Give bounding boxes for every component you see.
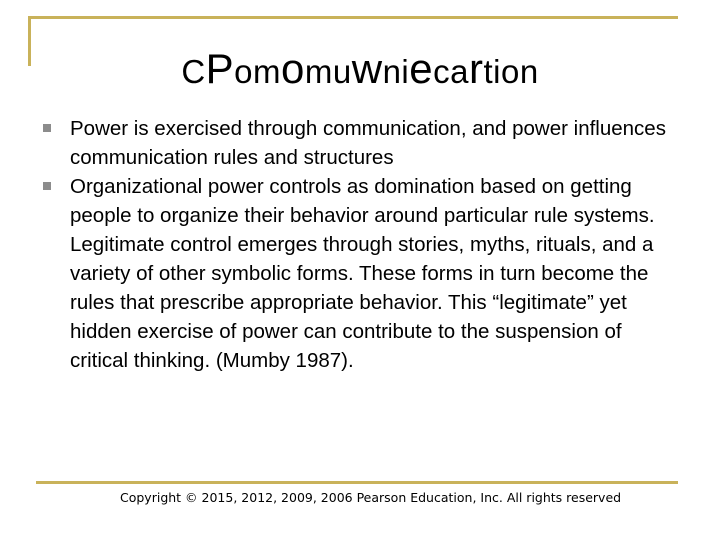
bullet-text: Organizational power controls as domination based on getting people to organize their behavior around particular rule systems. Legitimate control emerges through stories, myths, rituals, and a variety of other symbolic forms. These forms in turn become the rules that prescribe appropriate behavior. This “legitimate” yet hidden exercise of power can contribute to the suspension of critical thinking. (Mumby 1987).	[70, 175, 655, 372]
copyright-footer: Copyright © 2015, 2012, 2009, 2006 Pearson Education, Inc. All rights reserved	[120, 490, 622, 505]
title-part: ca	[433, 53, 469, 90]
slide-title	[0, 44, 720, 97]
title-part: o	[281, 45, 305, 92]
title-part: e	[409, 45, 434, 92]
bullet-list	[43, 114, 683, 375]
square-bullet-icon	[43, 182, 51, 190]
title-part: mu	[304, 53, 352, 90]
top-decorative-rule	[28, 16, 678, 19]
title-part: om	[234, 53, 282, 90]
title-part: ni	[382, 53, 410, 90]
bullet-item	[43, 172, 683, 375]
title-part: w	[351, 45, 383, 92]
bullet-text: Power is exercised through communication, and power influences communication rules and structures	[70, 117, 666, 169]
bullet-item	[43, 114, 683, 172]
title-part: P	[205, 45, 235, 92]
bottom-decorative-rule	[36, 481, 678, 484]
title-part: r	[468, 45, 484, 92]
title-part: C	[181, 53, 206, 90]
title-part: tion	[483, 53, 539, 90]
square-bullet-icon	[43, 124, 51, 132]
